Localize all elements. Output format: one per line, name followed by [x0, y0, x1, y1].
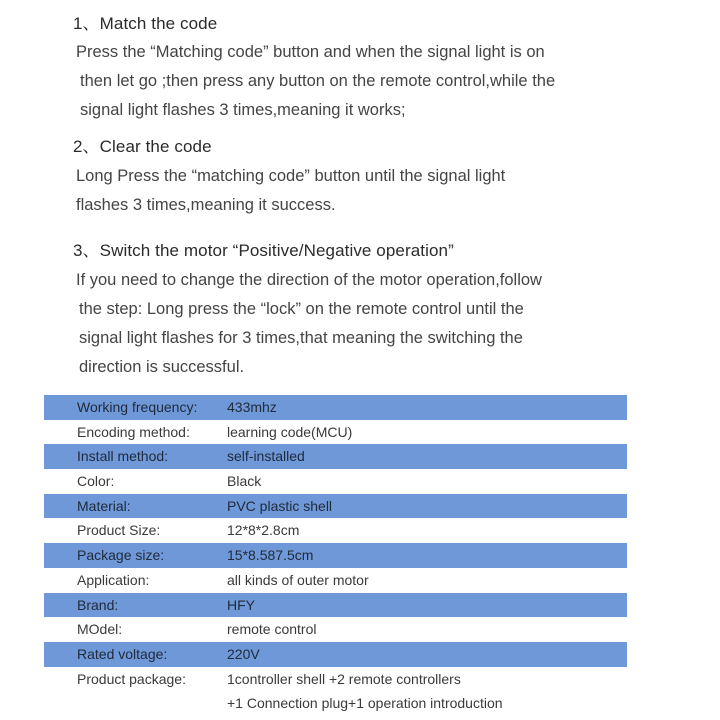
section-heading-match-code: 1、Match the code	[73, 14, 218, 33]
section-body-clear-code	[76, 162, 505, 220]
spec-row-product-package	[44, 667, 627, 692]
spec-label: Color:	[77, 473, 115, 490]
spec-row-model	[44, 617, 627, 642]
spec-value: HFY	[227, 596, 255, 613]
section-body-switch-motor	[76, 266, 542, 382]
body-line: the step: Long press the “lock” on the remote control until the	[79, 300, 524, 318]
spec-value: PVC plastic shell	[227, 497, 333, 514]
spec-value: remote control	[227, 621, 317, 638]
spec-row-rated-voltage	[44, 642, 627, 667]
spec-label: Install method:	[77, 448, 169, 465]
spec-label: Product package:	[77, 670, 186, 687]
spec-value-continuation: +1 Connection plug+1 operation introduction	[227, 695, 503, 711]
spec-label: Encoding method:	[77, 423, 190, 440]
body-line: direction is successful.	[79, 358, 245, 376]
body-line: signal light flashes for 3 times,that meaning the switching the	[79, 329, 523, 347]
spec-label: Package size:	[77, 547, 165, 564]
spec-row-package-size	[44, 543, 627, 568]
body-line: then let go ;then press any button on the remote control,while the	[80, 72, 556, 90]
spec-row-install-method	[44, 444, 627, 469]
section-heading-switch-motor: 3、Switch the motor “Positive/Negative operation”	[73, 241, 454, 260]
spec-value: learning code(MCU)	[227, 423, 353, 440]
spec-value: 15*8.587.5cm	[227, 547, 314, 564]
body-line: Press the “Matching code” button and when the signal light is on	[76, 43, 545, 61]
section-body-match-code	[76, 38, 555, 125]
spec-value: self-installed	[227, 448, 305, 465]
body-line: Long Press the “matching code” button until the signal light	[76, 167, 506, 185]
spec-row-color	[44, 469, 627, 494]
spec-label: Material:	[77, 497, 131, 514]
spec-row-material	[44, 494, 627, 519]
spec-value: 220V	[227, 645, 260, 662]
spec-label: Brand:	[77, 596, 119, 613]
spec-label: MOdel:	[77, 621, 123, 638]
spec-label: Application:	[77, 571, 150, 588]
spec-row-product-size	[44, 518, 627, 543]
spec-label: Product Size:	[77, 522, 161, 539]
spec-value: Black	[227, 473, 262, 490]
spec-row-brand	[44, 593, 627, 618]
spec-row-working-frequency	[44, 395, 627, 420]
spec-value: all kinds of outer motor	[227, 571, 369, 588]
body-line: flashes 3 times,meaning it success.	[76, 196, 336, 214]
spec-row-encoding-method	[44, 420, 627, 445]
spec-value: 433mhz	[227, 399, 277, 415]
section-heading-clear-code: 2、Clear the code	[73, 137, 212, 156]
spec-row-application	[44, 568, 627, 593]
spec-table	[44, 395, 627, 691]
body-line: signal light flashes 3 times,meaning it works;	[80, 101, 406, 119]
spec-label: Working frequency:	[77, 399, 198, 415]
spec-value: 1controller shell +2 remote controllers	[227, 670, 461, 687]
spec-value: 12*8*2.8cm	[227, 522, 300, 539]
spec-label: Rated voltage:	[77, 645, 168, 662]
body-line: If you need to change the direction of the motor operation,follow	[76, 271, 542, 289]
